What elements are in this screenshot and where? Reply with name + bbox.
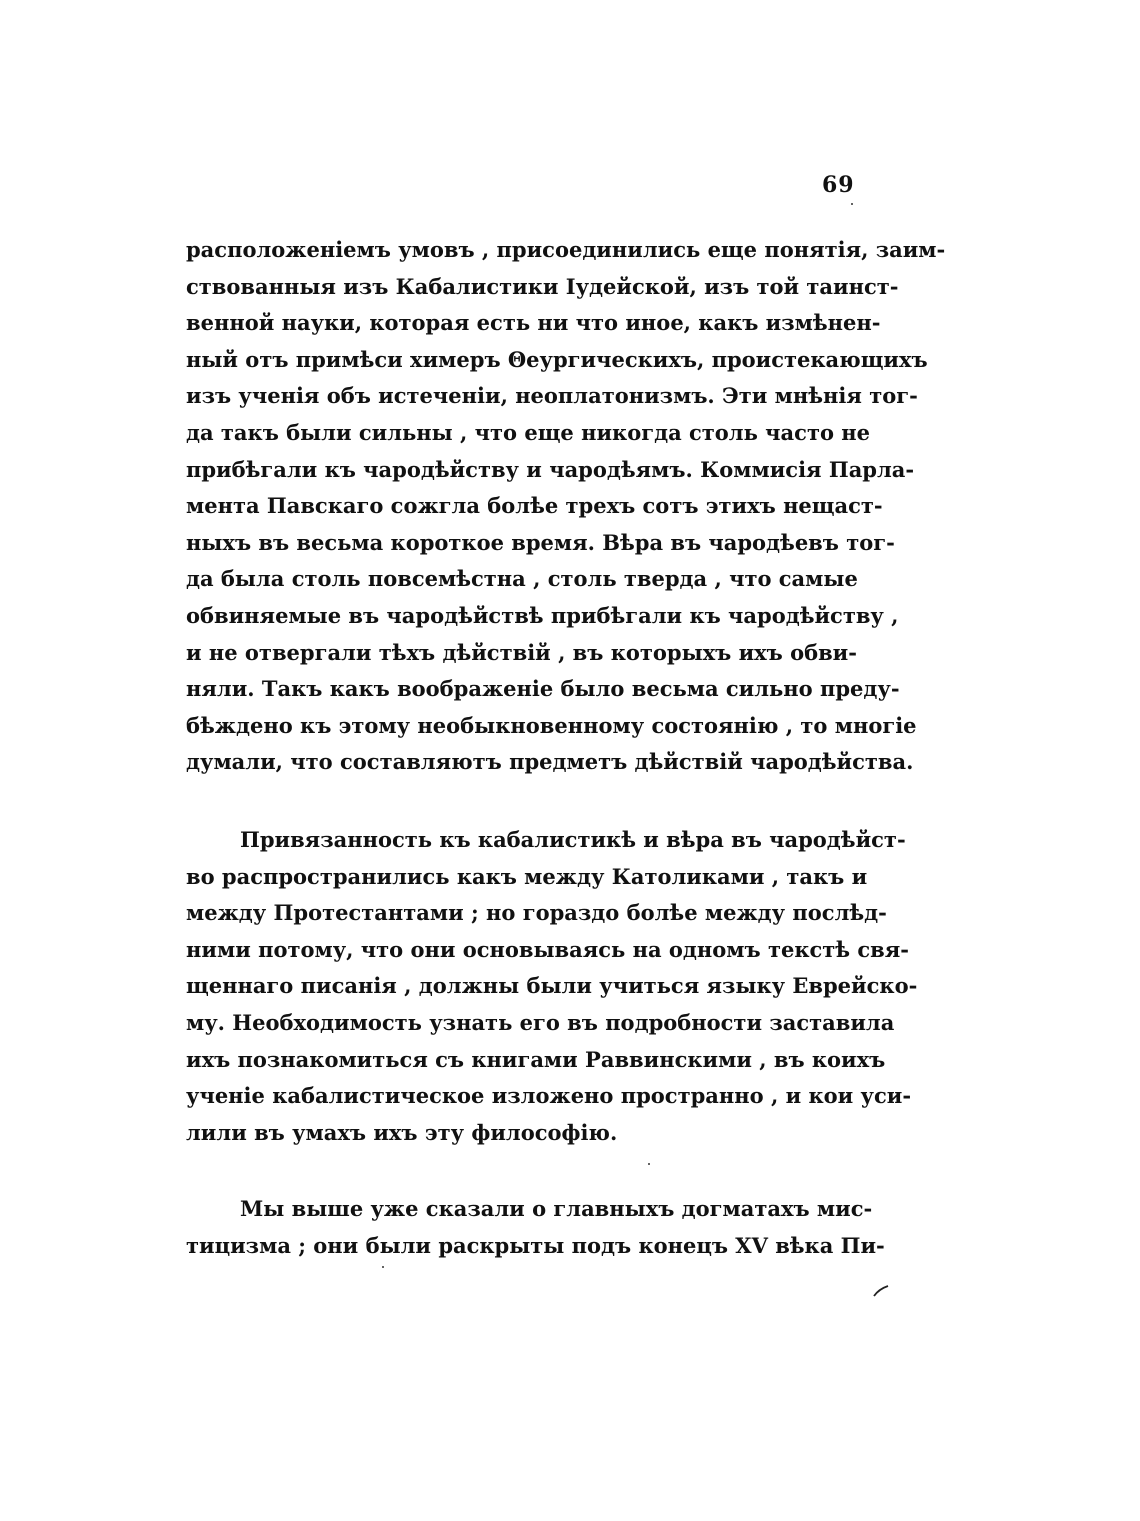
text-line: венной науки, которая есть ни что иное, какъ измѣнен-: [186, 310, 881, 336]
text-line: и не отвергали тѣхъ дѣйствiй , въ которыхъ ихъ обви-: [186, 639, 857, 665]
text-line: ихъ познакомиться съ книгами Раввинскими , въ коихъ: [186, 1046, 886, 1072]
text-line: прибѣгали къ чародѣйству и чародѣямъ. Коммисiя Парла-: [186, 456, 915, 482]
text-line: обвиняемые въ чародѣйствѣ прибѣгали къ чародѣйству ,: [186, 602, 899, 628]
text-line: ними потому, что они основываясь на одномъ текстѣ свя-: [186, 936, 909, 962]
text-line: во распространились какъ между Католиками , такъ и: [186, 863, 868, 889]
text-line: ствованныя изъ Кабалистики Iудейской, изъ той таинст-: [186, 273, 899, 299]
text-line: Мы выше уже сказали о главныхъ догматахъ мис-: [240, 1196, 873, 1221]
text-line: тицизма ; они были раскрыты подъ конецъ XV вѣка Пи-: [186, 1232, 885, 1258]
ink-speck: [851, 203, 853, 205]
text-line: да была столь повсемѣстна , столь тверда , что самые: [186, 566, 858, 592]
text-line: няли. Такъ какъ воображенiе было весьма сильно преду-: [186, 676, 900, 702]
text-line: лили въ умахъ ихъ эту философiю.: [186, 1119, 618, 1145]
text-line: расположенiемъ умовъ , присоединились еще понятiя, заим-: [186, 237, 946, 262]
text-line: между Протестантами ; но гораздо болѣе между послѣд-: [186, 900, 887, 926]
paragraph-3: [186, 1191, 885, 1264]
text-line: изъ ученiя объ истеченiи, неоплатонизмъ. Эти мнѣнiя тог-: [186, 383, 918, 409]
text-line: да такъ были сильны , что еще никогда столь часто не: [186, 419, 871, 445]
text-line: мента Павскаго сожгла болѣе трехъ сотъ этихъ нещаст-: [186, 493, 883, 519]
ink-speck: [648, 1163, 650, 1165]
text-line: бѣждено къ этому необыкновенному состоянiю , то многiе: [186, 712, 917, 738]
text-line: щеннаго писанiя , должны были учиться языку Еврейско-: [186, 973, 918, 999]
text-line: думали, что составляютъ предметъ дѣйствiй чародѣйства.: [186, 749, 914, 775]
text-line: Привязанность къ кабалистикѣ и вѣра въ чародѣйст-: [240, 827, 906, 852]
paragraph-1: [186, 232, 946, 781]
ink-speck: [382, 1266, 384, 1268]
page-number: 69: [822, 172, 855, 198]
text-line: му. Необходимость узнать его въ подробности заставила: [186, 1009, 895, 1035]
text-line: ученiе кабалистическое изложено пространно , и кои уси-: [186, 1083, 912, 1109]
paragraph-2: [186, 822, 918, 1151]
text-line: ныхъ въ весьма короткое время. Вѣра въ чародѣевъ тог-: [186, 529, 895, 555]
ink-stroke-mark: [873, 1285, 889, 1297]
text-line: ный отъ примѣси химеръ Θеургическихъ, проистекающихъ: [186, 346, 928, 372]
